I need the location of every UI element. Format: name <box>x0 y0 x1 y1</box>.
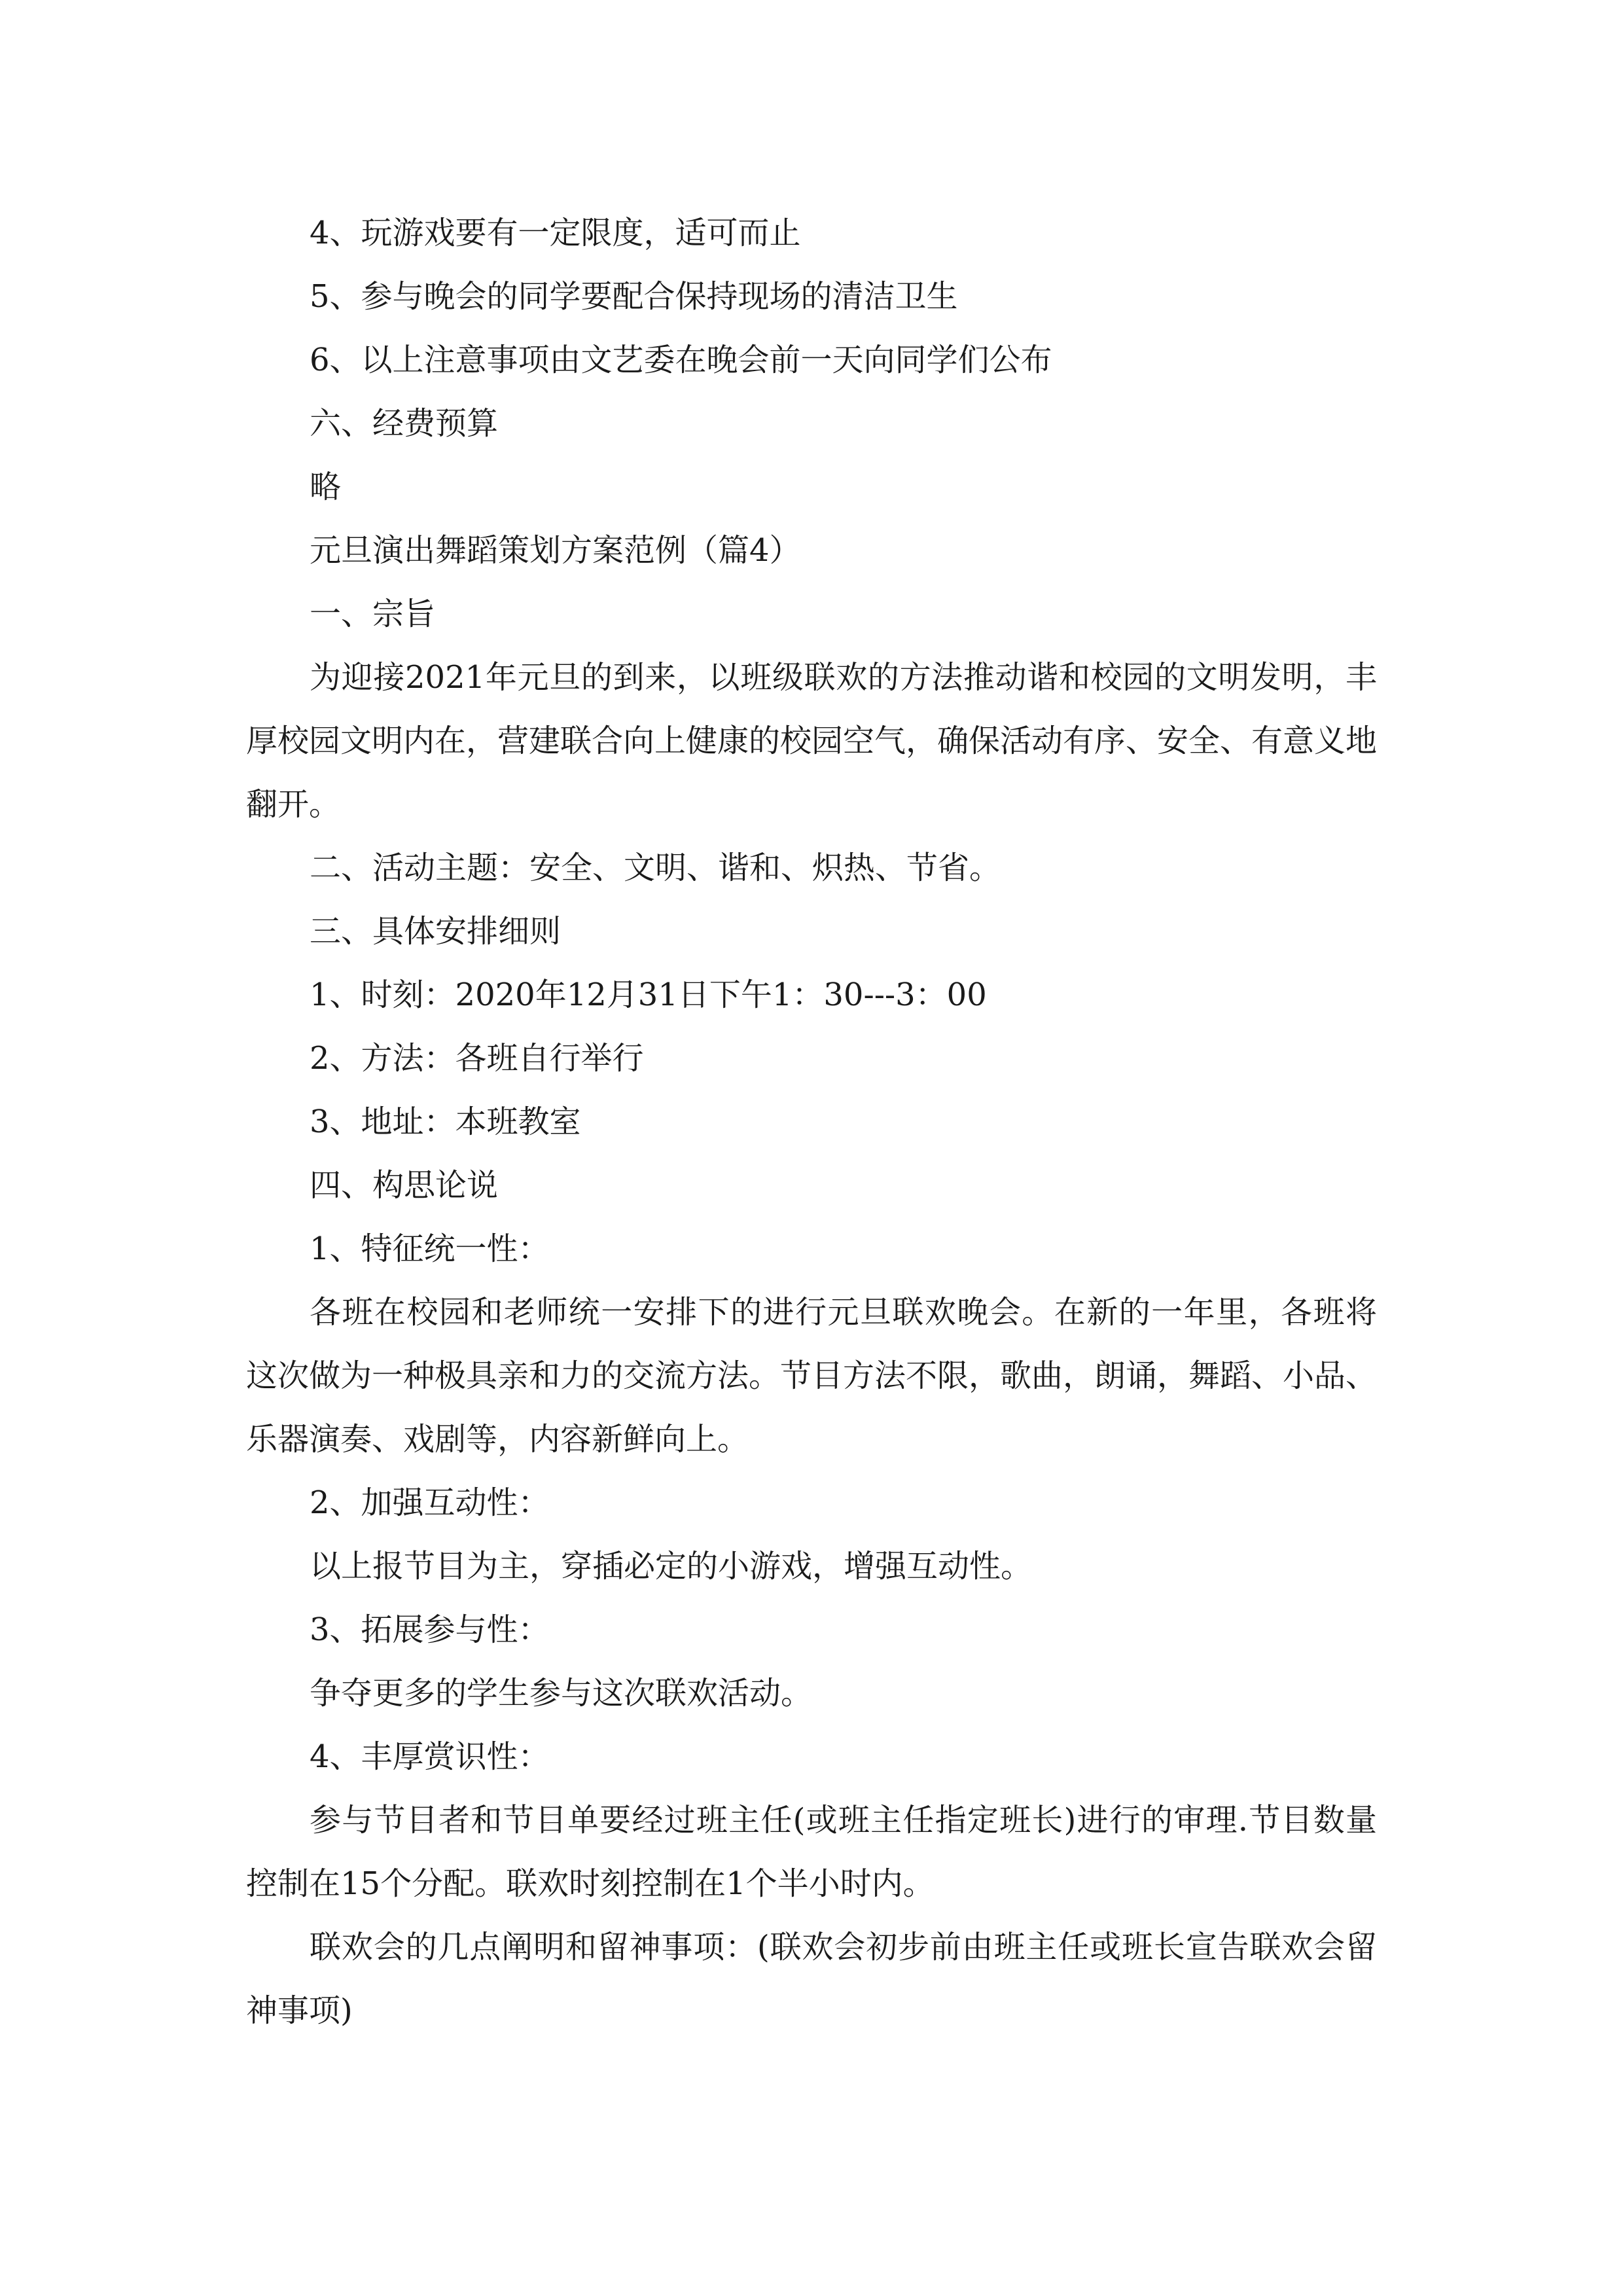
paragraph-interaction: 以上报节目为主，穿插必定的小游戏，增强互动性。 <box>310 1548 1033 1585</box>
section-heading-arrangement: 三、具体安排细则 <box>310 913 562 950</box>
subheading-interaction: 2、加强互动性： <box>310 1484 550 1521</box>
paragraph-purpose: 为迎接2021年元旦的到来，以班级联欢的方法推动谐和校园的文明发明，丰厚校园文明内在，营建联合向上健康的校园空气，确保活动有序、安全、有意义地翻开。 <box>246 659 1378 823</box>
paragraph-location: 3、地址：本班教室 <box>310 1103 581 1140</box>
paragraph-participation: 争夺更多的学生参与这次联欢活动。 <box>310 1675 813 1712</box>
section-heading-budget: 六、经费预算 <box>310 405 499 442</box>
paragraph-notes: 联欢会的几点阐明和留神事项：(联欢会初步前由班主任或班长宣告联欢会留神事项) <box>246 1929 1377 2029</box>
section-heading-concept: 四、构思论说 <box>310 1167 499 1204</box>
paragraph-rule-4: 4、玩游戏要有一定限度，适可而止 <box>310 215 801 251</box>
paragraph-time: 1、时刻：2020年12月31日下午1：30---3：00 <box>310 977 987 1013</box>
paragraph-appreciation: 参与节目者和节目单要经过班主任(或班主任指定班长)进行的审理.节目数量控制在15个分配。联欢时刻控制在1个半小时内。 <box>246 1802 1377 1902</box>
paragraph-method: 2、方法：各班自行举行 <box>310 1040 644 1077</box>
subheading-unity: 1、特征统一性： <box>310 1230 550 1267</box>
section-heading-theme: 二、活动主题：安全、文明、谐和、炽热、节省。 <box>310 850 1001 886</box>
article-title: 元旦演出舞蹈策划方案范例（篇4） <box>310 532 801 569</box>
subheading-appreciation: 4、丰厚赏识性： <box>310 1738 550 1775</box>
document-body <box>246 202 1377 2043</box>
paragraph-rule-6: 6、以上注意事项由文艺委在晚会前一天向同学们公布 <box>310 342 1052 378</box>
paragraph-omitted: 略 <box>310 469 342 505</box>
section-heading-purpose: 一、宗旨 <box>310 596 436 632</box>
subheading-participation: 3、拓展参与性： <box>310 1611 550 1648</box>
paragraph-rule-5: 5、参与晚会的同学要配合保持现场的清洁卫生 <box>310 278 958 315</box>
paragraph-unity: 各班在校园和老师统一安排下的进行元旦联欢晚会。在新的一年里，各班将这次做为一种极具亲和力的交流方法。节目方法不限，歌曲，朗诵，舞蹈、小品、乐器演奏、戏剧等，内容新鲜向上。 <box>246 1294 1378 1458</box>
